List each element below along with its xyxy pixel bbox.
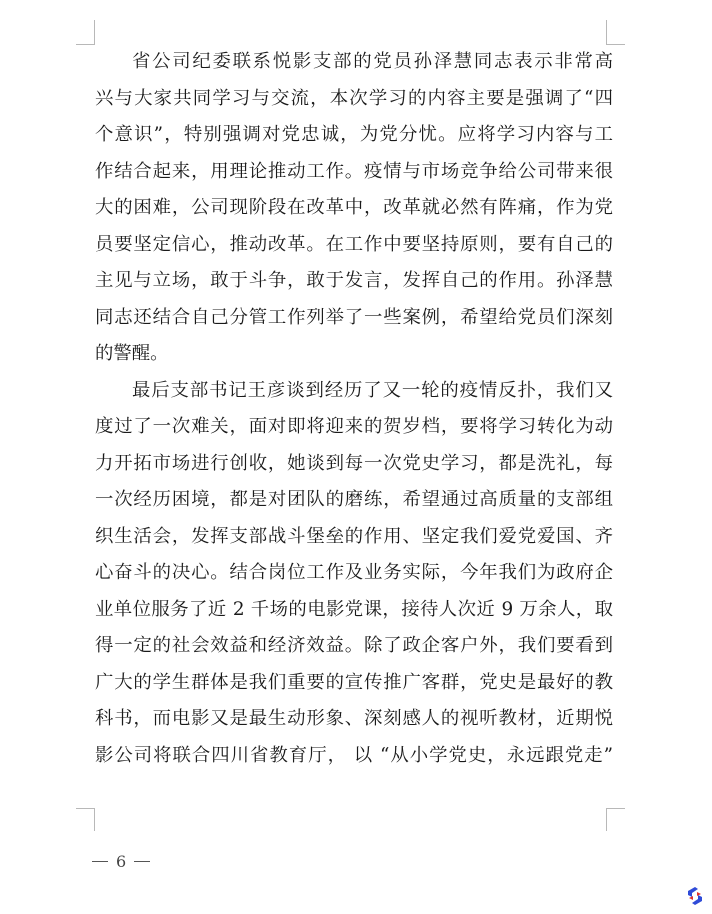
text-line: 力开拓市场进行创收，她谈到每一次党史学习，都是洗礼，每 [95, 452, 613, 474]
app-logo-icon [684, 884, 706, 908]
page-footer [92, 852, 150, 871]
text-line: 织生活会，发挥支部战斗堡垒的作用、坚定我们爱党爱国、齐 [95, 525, 613, 547]
text-line: 度过了一次难关，面对即将迎来的贺岁档，要将学习转化为动 [95, 416, 613, 437]
text-line: 广大的学生群体是我们重要的宣传推广客群，党史是最好的教 [95, 671, 613, 693]
paragraph-1 [95, 44, 613, 373]
text-line: 科书，而电影又是最生动形象、深刻感人的视听教材，近期悦 [95, 708, 613, 729]
text-line: 员要坚定信心，推动改革。在工作中要坚持原则，要有自己的 [95, 233, 613, 255]
crop-mark-top-left [76, 20, 95, 45]
crop-mark-bottom-right [606, 808, 625, 831]
text-line: 兴与大家共同学习与交流，本次学习的内容主要是强调了“四 [95, 87, 613, 109]
text-line: 业单位服务了近 2 千场的电影党课，接待人次近 9 万余人，取 [95, 598, 613, 620]
text-line: 同志还结合自己分管工作列举了一些案例，希望给党员们深刻 [95, 306, 613, 328]
text-line: 省公司纪委联系悦影支部的党员孙泽慧同志表示非常高 [132, 51, 613, 72]
text-line: 作结合起来，用理论推动工作。疫情与市场竞争给公司带来很 [95, 160, 613, 182]
text-line: 最后支部书记王彦谈到经历了又一轮的疫情反扑，我们又 [132, 379, 613, 401]
footer-dash-right [134, 861, 150, 862]
paragraph-2 [95, 373, 613, 775]
page-number: 6 [116, 852, 127, 871]
body-text [95, 44, 613, 774]
text-line: 得一定的社会效益和经济效益。除了政企客户外，我们要看到 [95, 635, 613, 656]
crop-mark-bottom-left [76, 808, 95, 831]
footer-dash-left [92, 861, 108, 862]
text-line: 心奋斗的决心。结合岗位工作及业务实际，今年我们为政府企 [95, 562, 613, 583]
text-line: 一次经历困境，都是对团队的磨练，希望通过高质量的支部组 [95, 489, 613, 510]
text-line: 主见与立场，敢于斗争，敢于发言，发挥自己的作用。孙泽慧 [95, 270, 613, 291]
text-line: 大的困难，公司现阶段在改革中，改革就必然有阵痛，作为党 [95, 197, 613, 218]
crop-mark-top-right [606, 20, 625, 45]
text-line: 个意识”，特别强调对党忠诚，为党分忧。应将学习内容与工 [95, 124, 613, 145]
text-line: 的警醒。 [95, 343, 169, 364]
text-line: 影公司将联合四川省教育厅， 以 “从小学党史，永远跟党走” [95, 744, 613, 766]
